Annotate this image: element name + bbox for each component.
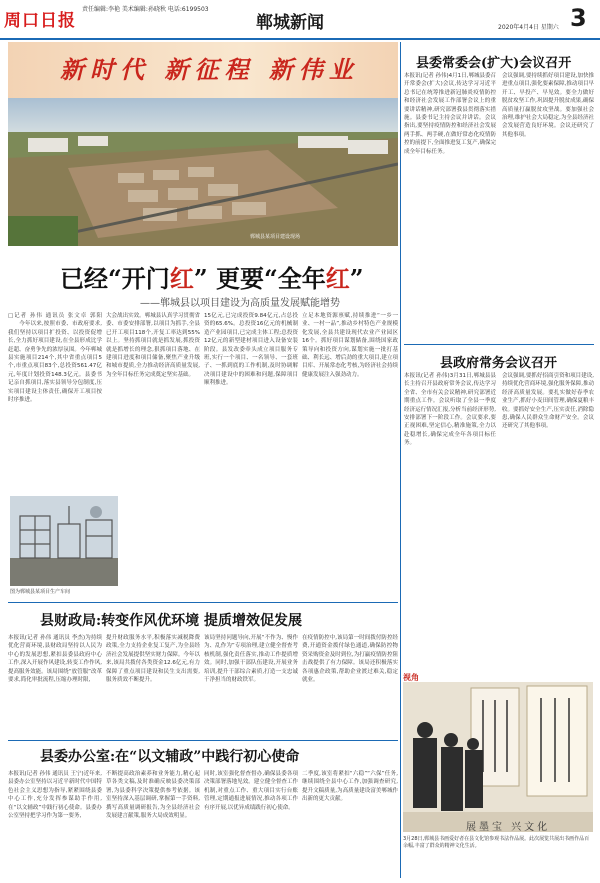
office-col4: 二季度,该室将紧扣“六稳”“六保”任务,继续围绕全县中心工作,加强调查研究,提升文稿质量,为高质量建设富美郸城作出新的更大贡献。 <box>302 771 398 803</box>
lead-article-col1: □记者 孙伟 通讯员 张文卓 郭阳 今年以来,按照市委、市政府要求,我们坚持以项目扩投资、以投资促增长,全力抓好项目建设,在全县形成比学赶超、奋勇争先的浓厚氛围。今年郸城县实施项目214个,其中省重点项目5个,市重点项目83个,总投资561.47亿元,年度计划投资148.3亿元。县委书记亲自抓项目,落实县领导分包制度,压实项目建设主体责任,确保开工项目按时序推进。 <box>8 313 102 404</box>
factory-photo <box>10 496 118 586</box>
divider <box>8 602 398 603</box>
fiscal-headline: 县财政局:转变作风优环境 提质增效促发展 <box>40 613 303 629</box>
fiscal-col1: 本报讯(记者 孙伟 通讯员 李杰)为持续优化营商环境,县财政局坚持以人民为中心的发展思想,紧扣县委县政府中心工作,深入开展作风建设,转变工作作风,提高服务效能。该局围绕“放管服”改革要求,简化审批流程,压缩办理时限, <box>8 635 102 684</box>
fiscal-col3: 该局坚持问题导向,开展“不作为、慢作为、乱作为”专项治理,建立健全督查考核机制,强化责任落实,推动工作提质增效。同时,加强干部队伍建设,开展业务培训,提升干部综合素质,打造一支忠诚干净担当的财政铁军。 <box>204 635 298 684</box>
aerial-photo <box>8 98 398 246</box>
exhibition-photo <box>403 682 593 832</box>
slogan-text: 新时代 新征程 新伟业 <box>60 55 359 84</box>
fiscal-col2: 提升财政服务水平,积极落实减税降费政策,全力支持企业复工复产,为全县经济社会发展提供坚实财力保障。今年以来,该局共拨付各类资金12.6亿元,有力保障了重点项目建设和民生支出需要,服务质效不断提升。 <box>106 635 200 684</box>
office-col1: 本报讯(记者 孙伟 通讯员 王宁)近年来,县委办公室坚持以习近平新时代中国特色社会主义思想为指导,紧紧围绕县委中心工作,充分发挥参谋助手作用,在“以文辅政”中践行初心使命。县委办公室坚持把学习作为第一要务, <box>8 771 102 820</box>
feature-title: 展墨宝 兴文化 <box>466 822 551 833</box>
page-number: 3 <box>570 4 587 32</box>
headline-part: ” <box>349 264 364 293</box>
headline-part: 已经“开门 <box>60 264 170 293</box>
standing-col1: 本报讯(记者 孙伟)4月1日,郸城县委召开常委会(扩大)会议,传达学习习近平总书记在统筹推进新冠肺炎疫情防控和经济社会发展工作部署会议上的重要讲话精神,研究部署我县贯彻落实措施。县委书记主持会议并讲话。会议指出,要坚持疫情防控和经济社会发展两手抓、两手硬,在做好常态化疫情防控的前提下,全面推进复工复产,确保完成全年目标任务。 <box>404 73 496 155</box>
gov-col1: 本报讯(记者 孙伟)3月31日,郸城县县长主持召开县政府常务会议,传达学习全省、全市有关会议精神,研究部署近期重点工作。会议听取了全县一季度经济运行情况汇报,分析当前经济形势,安排部署下一阶段工作。会议要求,要正视困难,坚定信心,精准施策,全力以赴稳增长,确保完成全年各项目标任务。 <box>404 373 496 447</box>
headline-red: 红 <box>169 264 194 293</box>
gov-headline: 县政府常务会议召开 <box>440 356 558 371</box>
lead-subhead: ——郸城县以项目建设为高质量发展赋能增势 <box>140 298 340 309</box>
headline-part: ” 更要“全年 <box>193 264 326 293</box>
lead-headline <box>60 259 364 294</box>
standing-col2: 会议强调,要持续抓好项目建设,加快推进重点项目,强化要素保障,推动项目早开工、早投产、早见效。要全力做好脱贫攻坚工作,巩固提升脱贫成果,确保高质量打赢脱贫攻坚战。要加强社会治理,维护社会大局稳定,为全县经济社会发展营造良好环境。会议还研究了其他事项。 <box>502 73 594 138</box>
feature-caption: 3月28日,郸城县书画爱好者在县文化馆参观书法作品展。此次展览共展出书画作品百余幅,丰富了群众的精神文化生活。 <box>403 836 590 849</box>
newspaper-logo: 周口日报 <box>4 11 76 31</box>
office-headline: 县委办公室:在“以文辅政”中践行初心使命 <box>40 749 300 765</box>
issue-date: 2020年4月4日 星期六 <box>498 24 559 31</box>
photo-caption: 郸城县某项目建设现场 <box>250 234 301 240</box>
fiscal-col4: 在疫情防控中,该局第一时间拨付防控经费,开通资金拨付绿色通道,确保防控物资采购资金及时到位,为打赢疫情防控阻击战提供了有力保障。该局还积极落实各项惠企政策,帮助企业渡过难关,稳定就业。 <box>302 635 398 684</box>
divider <box>8 740 398 741</box>
lead-article-col3: 15亿元,已完成投资9.84亿元,占总投资的65.6%。总投资16亿元的机械制造产业园项目,已完成主体工程;总投资12亿元的新型建材项目进入设备安装阶段。县发改委牵头成立项目服务专班,实行一个项目、一名领导、一套班子、一抓到底的工作机制,及时协调解决项目建设中的困难和问题,保障项目顺利推进。 <box>204 313 298 387</box>
factory-caption: 图为郸城县某项目生产车间 <box>10 589 71 595</box>
section-title: 郸城新闻 <box>256 13 324 33</box>
office-col2: 不断提高政治素养和业务能力,精心起草各类文稿,及时准确反映县委决策部署,为县委科学决策提供参考依据。该室坚持深入基层调研,掌握第一手资料,撰写高质量调研报告,为全县经济社会发展建言献策,服务大局成效明显。 <box>106 771 200 820</box>
headline-red: 红 <box>325 264 350 293</box>
office-col3: 同时,该室强化督查督办,确保县委各项决策部署落地见效。建立健全督查工作机制,对重点工作、重大项目实行台账管理,定期通报进展情况,推动各项工作有序开展,以优异成绩践行初心使命。 <box>204 771 298 811</box>
divider <box>404 344 594 345</box>
feature-label: 视角 <box>403 673 419 682</box>
gov-col2: 会议强调,要抓好招商引资和项目建设,持续优化营商环境,强化服务保障,推动经济高质量发展。要扎实做好春季农业生产,抓好小麦田间管理,确保夏粮丰收。要抓好安全生产,压实责任,消除隐患,确保人民群众生命财产安全。会议还研究了其他事项。 <box>502 373 594 430</box>
standing-headline: 县委常委会(扩大)会议召开 <box>416 56 572 71</box>
editors-line: 责任编辑:李艳 美术编辑:孙晓秋 电话:6199503 <box>82 6 209 13</box>
lead-article-col2: 大会战出实效。郸城县认真学习贯彻省委、市委安排部署,以项目为抓手,全县已开工项目118个,开复工率达到55%以上。坚持抓项目就是抓发展,抓投资就是抓增长的理念,狠抓项目落地、在建项目进度和项目储备,聚焦产业升级和城市提质,全力推动经济高质量发展,为全年目标任务完成奠定坚实基础。 <box>106 313 200 378</box>
column-rule <box>400 42 401 878</box>
lead-article-col4: 立足本地资源禀赋,持续推进“一乡一业、一村一品”,推动乡村特色产业规模化发展,全县共建设现代农业产业园区16个。抓好项目谋划储备,围绕国家政策导向和投资方向,谋划实施一批打基础、利长远、增后劲的重大项目,建立项目库、开展常态化考核,为经济社会持续健康发展注入强劲动力。 <box>302 313 398 378</box>
